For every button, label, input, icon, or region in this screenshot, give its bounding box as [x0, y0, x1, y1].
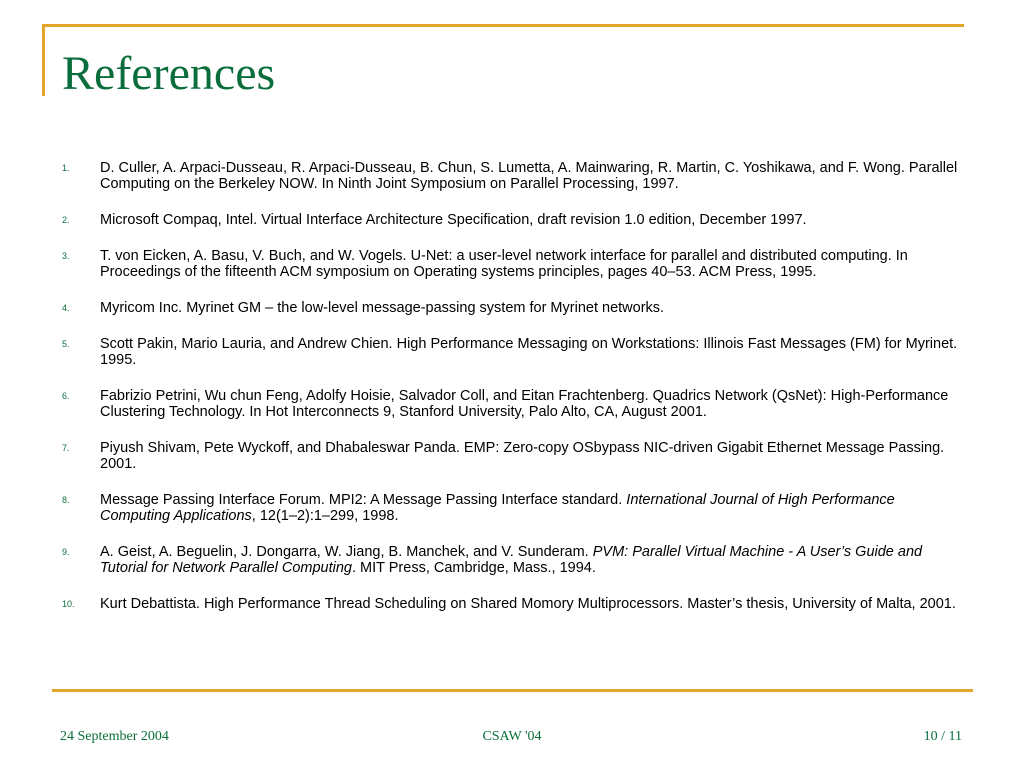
reference-text — [100, 336, 957, 368]
reference-item — [62, 596, 962, 612]
left-accent-rule — [42, 24, 45, 96]
reference-text — [100, 440, 944, 472]
reference-item — [62, 492, 962, 524]
reference-item — [62, 388, 962, 420]
reference-text — [100, 544, 922, 576]
reference-segment: , 12(1–2):1–299, 1998. — [251, 508, 399, 524]
reference-segment: A. Geist, A. Beguelin, J. Dongarra, W. Jiang, B. Manchek, and V. Sunderam. — [100, 544, 593, 560]
reference-text — [100, 300, 664, 316]
reference-italic-segment: PVM: Parallel Virtual Machine - A User’s Guide and Tutorial for Network Parallel Computing — [100, 544, 923, 576]
reference-item — [62, 212, 962, 228]
reference-number: 4. — [62, 303, 70, 313]
footer-event: CSAW '04 — [482, 729, 542, 744]
reference-segment: T. von Eicken, A. Basu, V. Buch, and W. Vogels. U-Net: a user-level network interface for parallel and distributed computing. In Proceedings of the fifteenth ACM symposium on Operating systems principles, pages 40–53. ACM Press, 1995. — [100, 248, 908, 280]
reference-italic-segment: International Journal of High Performance Computing Applications — [100, 492, 895, 524]
reference-segment: Kurt Debattista. High Performance Thread Scheduling on Shared Momory Multiprocessors. Master’s thesis, University of Malta, 2001. — [100, 596, 956, 612]
reference-item — [62, 160, 962, 192]
page-title: References — [62, 47, 276, 100]
reference-item — [62, 248, 962, 280]
reference-number: 1. — [62, 163, 70, 173]
reference-segment: Myricom Inc. Myrinet GM – the low-level message-passing system for Myrinet networks. — [100, 300, 665, 316]
reference-number: 5. — [62, 339, 70, 349]
bottom-accent-rule — [52, 689, 973, 692]
reference-number: 6. — [62, 391, 70, 401]
reference-text — [100, 212, 807, 228]
reference-text — [100, 388, 948, 420]
reference-segment: Scott Pakin, Mario Lauria, and Andrew Chien. High Performance Messaging on Workstations: Illinois Fast Messages (FM) for Myrinet. 1995. — [100, 336, 958, 368]
reference-text — [100, 596, 956, 612]
footer-page-number: 10 / 11 — [923, 729, 962, 744]
reference-item — [62, 300, 962, 316]
reference-text — [100, 492, 895, 524]
reference-text — [100, 248, 908, 280]
reference-item — [62, 440, 962, 472]
reference-number: 10. — [62, 599, 75, 609]
reference-segment: Message Passing Interface Forum. MPI2: A Message Passing Interface standard. — [100, 492, 627, 508]
reference-item — [62, 544, 962, 576]
footer-date: 24 September 2004 — [60, 729, 169, 744]
reference-segment: Piyush Shivam, Pete Wyckoff, and Dhabaleswar Panda. EMP: Zero-copy OSbypass NIC-driven Gigabit Ethernet Message Passing. 2001. — [100, 440, 945, 472]
reference-number: 2. — [62, 215, 70, 225]
reference-text — [100, 160, 957, 192]
reference-segment: . MIT Press, Cambridge, Mass., 1994. — [351, 560, 596, 576]
reference-list — [62, 160, 962, 632]
reference-number: 3. — [62, 251, 70, 261]
reference-item — [62, 336, 962, 368]
reference-segment: Microsoft Compaq, Intel. Virtual Interface Architecture Specification, draft revision 1.0 edition, December 1997. — [100, 212, 807, 228]
reference-number: 9. — [62, 547, 70, 557]
reference-number: 8. — [62, 495, 70, 505]
reference-number: 7. — [62, 443, 70, 453]
reference-segment: D. Culler, A. Arpaci-Dusseau, R. Arpaci-Dusseau, B. Chun, S. Lumetta, A. Mainwaring, R. Martin, C. Yoshikawa, and F. Wong. Parallel Computing on the Berkeley NOW. In Ninth Joint Symposium on Parallel Processing, 1997. — [100, 160, 958, 192]
reference-segment: Fabrizio Petrini, Wu chun Feng, Adolfy Hoisie, Salvador Coll, and Eitan Frachtenberg. Quadrics Network (QsNet): High-Performance Clustering Technology. In Hot Interconnects 9, Stanford University, Palo Alto, CA, August 2001. — [100, 388, 949, 420]
top-accent-rule — [42, 24, 964, 27]
